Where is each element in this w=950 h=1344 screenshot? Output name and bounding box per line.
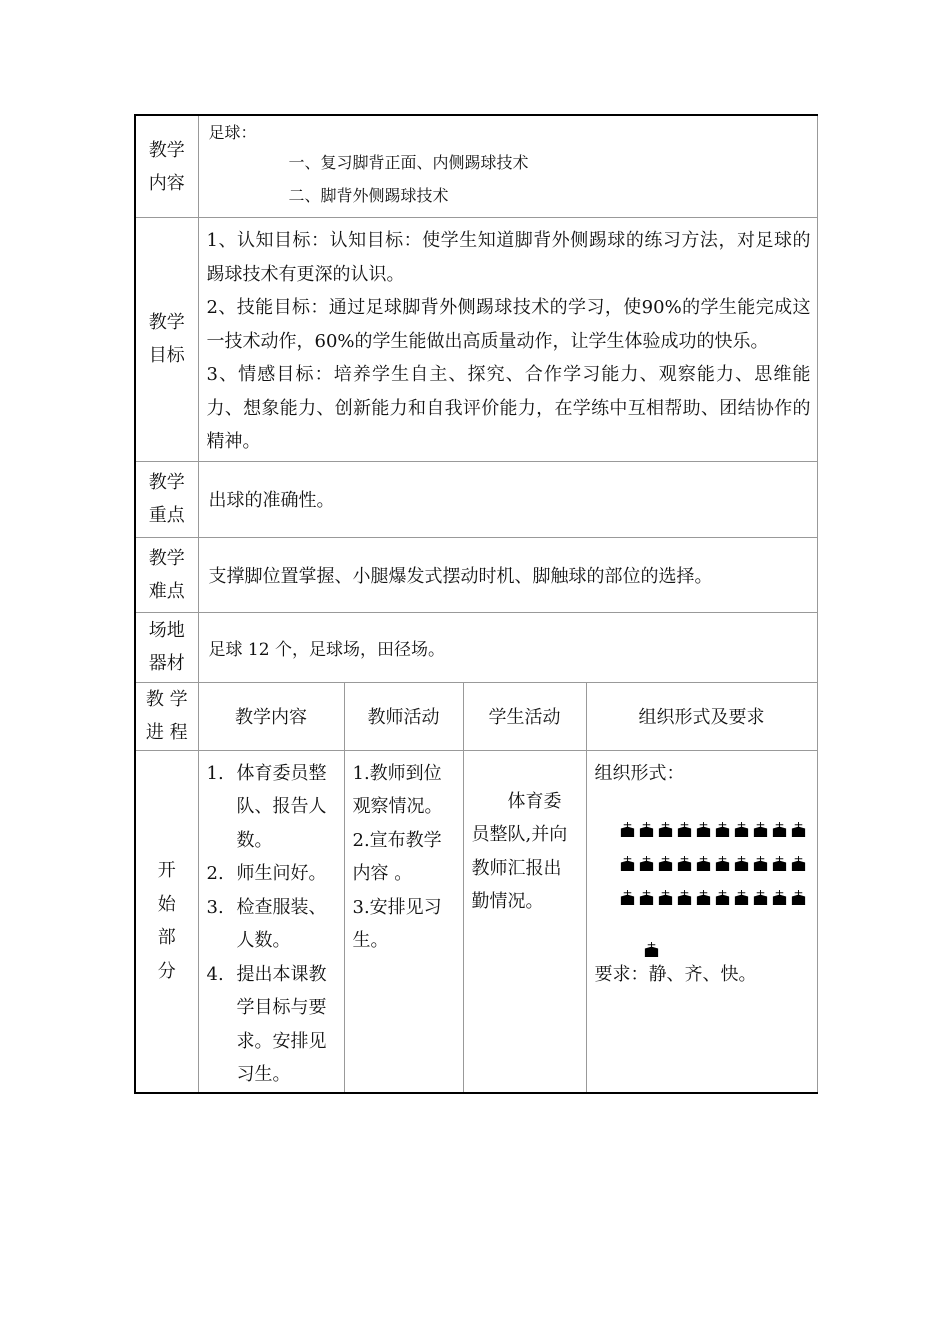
equipment-text: 足球 12 个，足球场，田径场。: [198, 612, 817, 682]
teacher-activity-3: 3.安排见习生。: [352, 896, 442, 951]
student-figure-icon: [695, 821, 712, 838]
lesson-plan-table: [134, 114, 818, 1094]
student-figure-icon: [790, 855, 807, 872]
difficulty-text: 支撑脚位置掌握、小腿爆发式摆动时机、脚触球的部位的选择。: [198, 537, 817, 612]
student-figure-icon: [638, 855, 655, 872]
label-key-point: 教学 重点: [135, 461, 198, 537]
student-figure-icon: [752, 889, 769, 906]
student-figure-icon: [733, 855, 750, 872]
formation-row: [619, 880, 809, 914]
row-key-point: [135, 461, 817, 537]
student-figure-icon: [657, 855, 674, 872]
label-teaching-goals: 教学 目标: [135, 218, 198, 462]
student-figure-icon: [790, 821, 807, 838]
student-figure-icon: [657, 889, 674, 906]
student-figure-icon: [714, 855, 731, 872]
student-figure-icon: [638, 821, 655, 838]
header-student-activity: 学生活动: [463, 682, 586, 750]
start-content-cell: [198, 750, 344, 1093]
student-figure-icon: [714, 821, 731, 838]
formation-row: [619, 812, 809, 846]
student-figure-icon: [771, 889, 788, 906]
student-figure-icon: [643, 941, 660, 958]
student-figure-icon: [771, 821, 788, 838]
list-item: 1. 体育委员整队、报告人数。: [206, 762, 327, 851]
student-figure-icon: [657, 821, 674, 838]
header-organization: 组织形式及要求: [586, 682, 817, 750]
row-equipment: [135, 612, 817, 682]
leader-position: [643, 936, 809, 956]
list-item: 4. 提出本课教学目标与要求。安排见习生。: [206, 963, 327, 1085]
student-figure-icon: [619, 855, 636, 872]
student-figure-icon: [752, 821, 769, 838]
student-figure-icon: [733, 889, 750, 906]
organization-requirement: 要求：静、齐、快。: [594, 964, 757, 985]
teacher-activity-1: 1.教师到位观察情况。: [352, 762, 443, 817]
header-teacher-activity: 教师活动: [344, 682, 463, 750]
student-figure-icon: [676, 889, 693, 906]
student-figure-icon: [771, 855, 788, 872]
student-figure-icon: [638, 889, 655, 906]
label-difficulty: 教学 难点: [135, 537, 198, 612]
teacher-activity-2: 2.宣布教学内容 。: [352, 829, 442, 884]
student-figure-icon: [695, 855, 712, 872]
goal-cognitive: 1、认知目标：认知目标：使学生知道脚背外侧踢球的练习方法，对足球的踢球技术有更深的认识。: [206, 230, 811, 285]
organization-title: 组织形式：: [594, 762, 685, 784]
label-process: 教 学 进 程: [135, 682, 198, 750]
organization-cell: [586, 750, 817, 1093]
row-start-section: [135, 750, 817, 1093]
student-figure-icon: [619, 821, 636, 838]
list-item: 2. 师生问好。: [206, 863, 327, 884]
formation-row: [619, 846, 809, 880]
content-heading: 足球：: [208, 123, 257, 142]
list-item: 3. 检查服装、人数。: [206, 896, 327, 951]
row-difficulty: [135, 537, 817, 612]
student-formation: [619, 812, 809, 914]
teaching-content-cell: [198, 115, 817, 218]
teaching-goals-cell: [198, 218, 817, 462]
label-teaching-content: 教学 内容: [135, 115, 198, 218]
student-activity-text: 体育委员整队,并向教师汇报出勤情况。: [463, 750, 586, 1093]
header-teaching-content: 教学内容: [198, 682, 344, 750]
row-teaching-goals: [135, 218, 817, 462]
goal-emotion: 3、情感目标：培养学生自主、探究、合作学习能力、观察能力、思维能力、想象能力、创新能力和自我评价能力，在学练中互相帮助、团结协作的精神。: [206, 364, 811, 452]
row-process-header: [135, 682, 817, 750]
student-figure-icon: [752, 855, 769, 872]
start-steps-list: [199, 757, 344, 1092]
row-teaching-content: [135, 115, 817, 218]
key-point-text: 出球的准确性。: [198, 461, 817, 537]
teacher-activity-cell: [344, 750, 463, 1093]
label-start-section: 开 始 部 分: [135, 750, 198, 1093]
student-figure-icon: [676, 855, 693, 872]
label-equipment: 场地 器材: [135, 612, 198, 682]
content-item-1: 一、复习脚背正面、内侧踢球技术: [288, 153, 529, 172]
student-figure-icon: [619, 889, 636, 906]
student-figure-icon: [676, 821, 693, 838]
student-figure-icon: [790, 889, 807, 906]
content-item-2: 二、脚背外侧踢球技术: [288, 186, 449, 205]
student-figure-icon: [733, 821, 750, 838]
goal-skill: 2、技能目标：通过足球脚背外侧踢球技术的学习，使90%的学生能完成这一技术动作，60%的学生能做出高质量动作，让学生体验成功的快乐。: [206, 297, 811, 352]
student-figure-icon: [695, 889, 712, 906]
student-figure-icon: [714, 889, 731, 906]
